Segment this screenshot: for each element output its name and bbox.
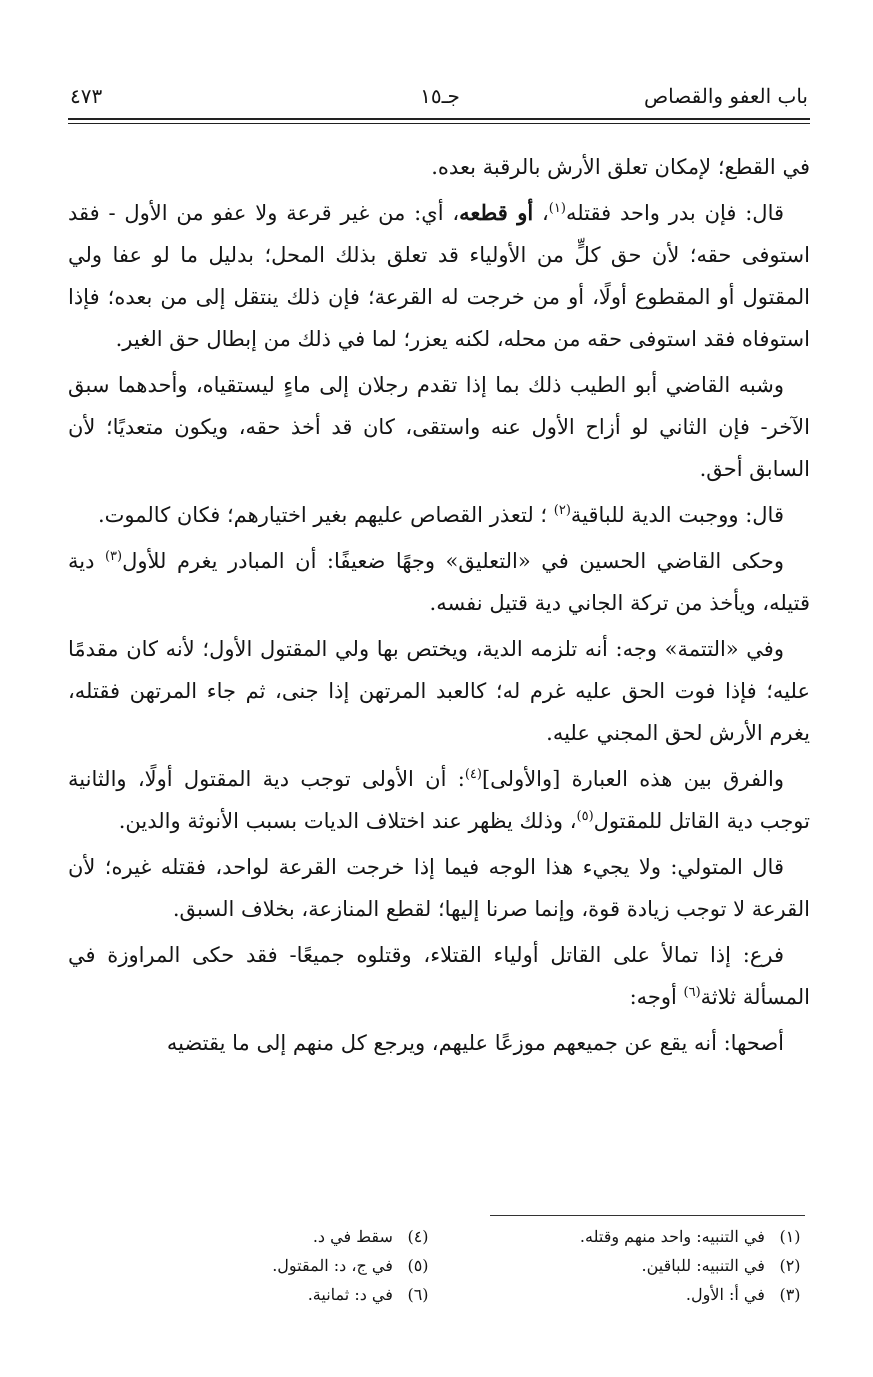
- footnote-marker[interactable]: (٥): [576, 809, 594, 824]
- footnote-number: (٣): [779, 1285, 801, 1304]
- header-rule: [68, 118, 810, 120]
- footnote-text: في د: ثمانية.: [307, 1285, 393, 1304]
- paragraph: [68, 146, 810, 188]
- header-rule-thin: [68, 123, 810, 124]
- paragraph: [68, 846, 810, 930]
- paragraph-text: قال: فإن بدر واحد فقتله: [565, 201, 785, 225]
- footnote-text: في أ: الأول.: [685, 1285, 765, 1304]
- paragraph-text: ، أي: من غير قرعة ولا عفو من الأول - فقد استوفى حقه؛ لأن حق كلٍّ من الأولياء قد تعلق بذلك المحل؛ بدليل ما لو عفا ولي المقتول أو المقطوع أولًا، أو من خرجت له القرعة؛ فإن ذلك ينتقل إلى من بعده؛ فإذا استوفاه فقد استوفى حقه من محله، لكنه يعزر؛ لما في ذلك من إبطال حق الغير.: [68, 201, 810, 351]
- footnote-marker[interactable]: (٤): [464, 767, 482, 782]
- paragraph-text: ،: [533, 201, 549, 225]
- paragraph: [68, 758, 810, 842]
- paragraph-text: دية قتيله، ويأخذ من تركة الجاني دية قتيل نفسه.: [68, 549, 810, 615]
- paragraph: [68, 494, 810, 536]
- paragraph: [68, 934, 810, 1018]
- footnote-number: (٢): [779, 1256, 801, 1275]
- paragraph-text: وحكى القاضي الحسين في «التعليق» وجهًا ضعيفًا: أن المبادر يغرم للأول: [122, 549, 784, 573]
- paragraph-text: قال المتولي: ولا يجيء هذا الوجه فيما إذا خرجت القرعة لواحد، فقتله غيره؛ لأن القرعة لا توجب زيادة قوة، وإنما صرنا إليها؛ لقطع المنازعة، بخلاف السبق.: [68, 855, 810, 921]
- footnote-marker[interactable]: (٦): [683, 985, 701, 1000]
- footnote-text: في ج، د: المقتول.: [272, 1256, 393, 1275]
- paragraph-text: وفي «التتمة» وجه: أنه تلزمه الدية، ويختص بها ولي المقتول الأول؛ لأنه كان مقدمًا عليه؛ فإذا فوت الحق عليه غرم له؛ كالعبد المرتهن إذا جنى، ثم جاء المرتهن فقتله، يغرم الأرش لحق المجني عليه.: [68, 637, 810, 745]
- footnote-column-left: [68, 1222, 438, 1309]
- running-header: [70, 78, 808, 118]
- paragraph-text: ، وذلك يظهر عند اختلاف الديات بسبب الأنوثة والدين.: [118, 809, 577, 833]
- paragraph-text: أوجه:: [629, 985, 684, 1009]
- paragraph: [68, 1022, 810, 1064]
- footnote-marker[interactable]: (١): [548, 201, 566, 216]
- footnotes: [68, 1222, 810, 1322]
- footnote-marker[interactable]: (٢): [553, 503, 571, 518]
- footnote-item: [68, 1280, 438, 1309]
- paragraph-text: والفرق بين هذه العبارة [والأولى]: [481, 767, 784, 791]
- footnote-number: (٥): [407, 1256, 429, 1275]
- footnote-item: [68, 1251, 438, 1280]
- footnote-item: [440, 1251, 810, 1280]
- footnote-separator: [490, 1215, 805, 1216]
- footnote-item: [440, 1222, 810, 1251]
- footnote-marker[interactable]: (٣): [104, 549, 123, 564]
- page-number: ٤٧٣: [70, 84, 103, 108]
- paragraph: [68, 628, 810, 754]
- volume-number: جـ١٥: [420, 84, 460, 108]
- paragraph-text: قال: ووجبت الدية للباقية: [570, 503, 784, 527]
- footnote-number: (٤): [407, 1227, 429, 1246]
- footnote-number: (٦): [407, 1285, 429, 1304]
- paragraph: [68, 192, 810, 360]
- footnote-number: (١): [779, 1227, 801, 1246]
- paragraph-text: وشبه القاضي أبو الطيب ذلك بما إذا تقدم رجلان إلى ماءٍ ليستقياه، وأحدهما سبق الآخر- فإن الثاني لو أزاح الأول عنه واستقى، كان قد أخذ حقه، ويكون متعديًا؛ لأن السابق أحق.: [68, 373, 810, 481]
- footnote-text: في التنبيه: للباقين.: [641, 1256, 765, 1275]
- bold-phrase: أو قطعه: [459, 200, 534, 225]
- paragraph: [68, 540, 810, 624]
- paragraph-text: فرع: إذا تمالأ على القاتل أولياء القتلاء، وقتلوه جميعًا- فقد حكى المراوزة في المسألة ثلاثة: [68, 943, 810, 1009]
- footnote-column-right: [440, 1222, 810, 1309]
- main-text: [68, 146, 810, 1068]
- paragraph-text: ؛ لتعذر القصاص عليهم بغير اختيارهم؛ فكان كالموت.: [97, 503, 554, 527]
- footnote-text: في التنبيه: واحد منهم وقتله.: [579, 1227, 765, 1246]
- paragraph-text: : أن الأولى توجب دية المقتول أولًا، والثانية توجب دية القاتل للمقتول: [68, 767, 810, 833]
- footnote-text: سقط في د.: [312, 1227, 393, 1246]
- paragraph-text: في القطع؛ لإمكان تعلق الأرش بالرقبة بعده.: [431, 155, 810, 179]
- paragraph: [68, 364, 810, 490]
- footnote-item: [440, 1280, 810, 1309]
- footnote-item: [68, 1222, 438, 1251]
- paragraph-text: أصحها: أنه يقع عن جميعهم موزعًا عليهم، ويرجع كل منهم إلى ما يقتضيه: [166, 1031, 784, 1055]
- chapter-title: باب العفو والقصاص: [644, 84, 808, 108]
